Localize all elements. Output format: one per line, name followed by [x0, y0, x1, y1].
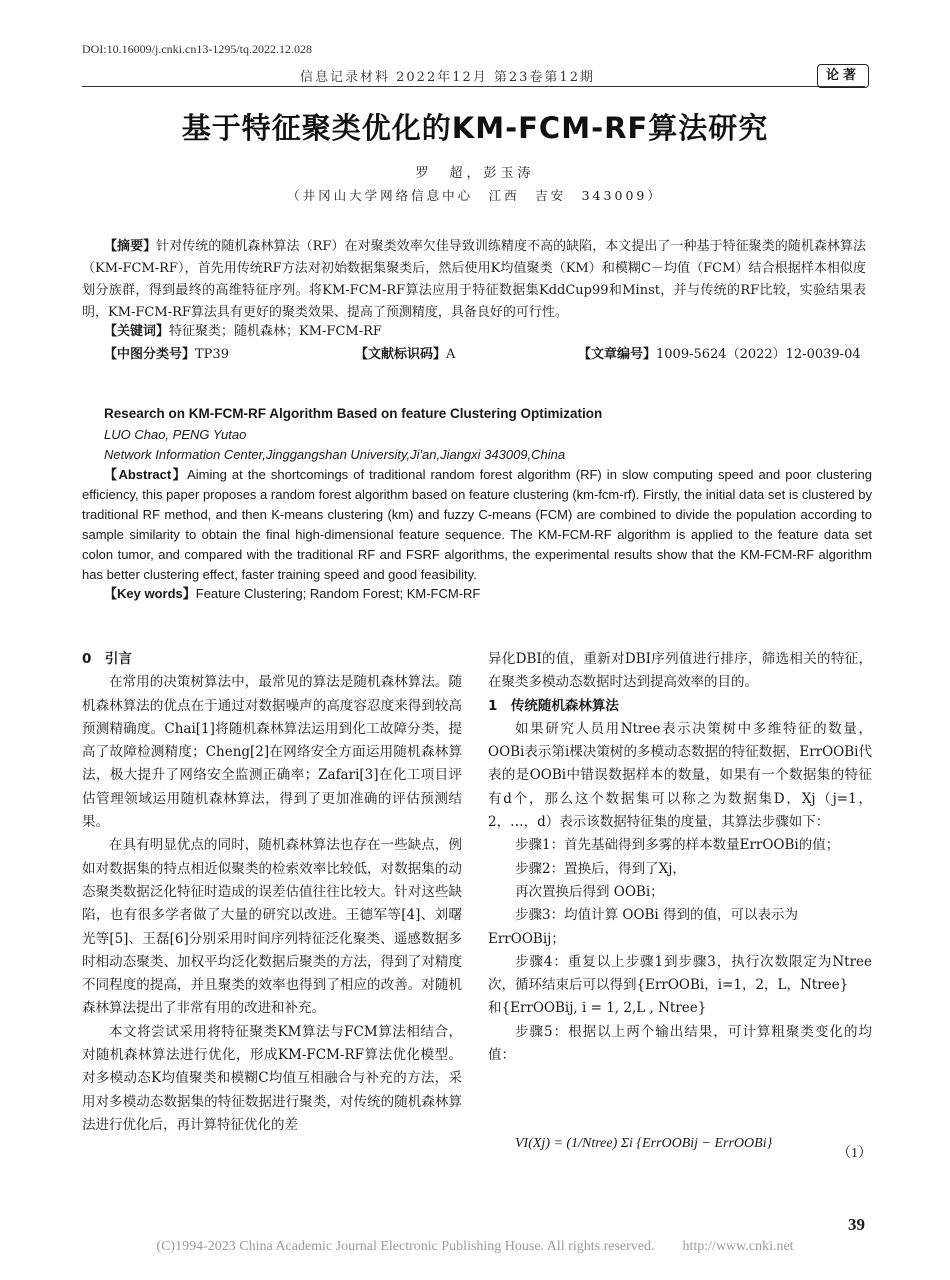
cn-doccode-value: A — [446, 347, 456, 362]
step-5: 步骤5：根据以上两个输出结果，可计算粗聚类变化的均值： — [488, 1023, 872, 1064]
paragraph: 本文将尝试采用将特征聚类KM算法与FCM算法相结合，对随机森林算法进行优化，形成KM-FCM-RF算法优化模型。对多模动态K均值聚类和模糊C均值互相融合与补充的方法，采用对多模动态数据集的特征数据进行聚类，对传统的随机森林算法进行优化后，再计算特征优化的差 — [82, 1023, 462, 1133]
en-keywords — [104, 584, 480, 604]
affiliation: （井冈山大学网络信息中心 江西 吉安 343009） — [287, 188, 663, 203]
en-keywords-text: Feature Clustering; Random Forest; KM-FCM-RF — [195, 586, 481, 601]
equation-number: （1） — [837, 1146, 872, 1161]
section-tag: 论著 — [817, 64, 869, 88]
paragraph: 在具有明显优点的同时，随机森林算法也存在一些缺点，例如对数据集的特点相近似聚类的检索效率比较低，对数据集的动态聚类数据泛化特征时造成的误差估值往往比较大。针对这些缺陷，也有很多学者做了大量的研究以改进。王德军等[4]、刘曙光等[5]、王磊[6]分别采用时间序列特征泛化聚类、遥感数据多时相动态聚类、加权平均泛化数据后聚类的方法，得到了对精度不同程度的提高，并且聚类的效率也得到了相应的改善。对随机森林算法提出了非常有用的改进和补充。 — [82, 837, 462, 1017]
equation-body: VI(Xj) = (1/Ntree) Σi {ErrOOBij − ErrOOBi} — [515, 1136, 773, 1151]
article-title: 基于特征聚类优化的KM-FCM-RF算法研究 — [181, 111, 769, 145]
authors: 罗 超，彭玉涛 — [415, 166, 535, 181]
equation-1 — [515, 1128, 872, 1178]
cn-class-value: TP39 — [195, 347, 229, 362]
cn-document-code — [355, 343, 455, 362]
left-column — [82, 648, 462, 1137]
copyright-notice: (C)1994-2023 China Academic Journal Electronic Publishing House. All rights reserved. http://www.cnki.net — [156, 1239, 794, 1254]
cn-artno-value: 1009-5624（2022）12-0039-04 — [656, 347, 861, 362]
step-3: 步骤3：均值计算 OOBi 得到的值，可以表示为 — [515, 907, 799, 924]
paragraph: 如果研究人员用Ntree表示决策树中多维特征的数量，OOBi表示第i棵决策树的多模动态数据的特征数据，ErrOOBi代表的是OOBi中错误数据样本的数量，如果有一个数据集的特征有d个，那么这个数据集可以称之为数据集D，Xj（j=1，2，…，d）表示该数据特征集的度量，其算法步骤如下： — [488, 720, 872, 831]
en-abstract-label: 【Abstract】 — [104, 467, 188, 482]
step-4: 步骤4：重复以上步骤1到步骤3，执行次数限定为Ntree次，循环结束后可以得到{ErrOOBi，i=1，2，L，Ntree} — [488, 953, 872, 994]
doi: DOI:10.16009/j.cnki.cn13-1295/tq.2022.12.028 — [82, 42, 312, 56]
step-2b: 再次置换后得到 OOBi； — [515, 883, 664, 900]
en-authors: LUO Chao, PENG Yutao — [104, 427, 247, 442]
right-column — [488, 648, 872, 1067]
cn-keywords — [104, 320, 382, 339]
en-title: Research on KM-FCM-RF Algorithm Based on feature Clustering Optimization — [104, 406, 603, 421]
header-rule — [82, 86, 865, 87]
cn-class-number — [104, 343, 229, 362]
cn-abstract-text: 针对传统的随机森林算法（RF）在对聚类效率欠佳导致训练精度不高的缺陷，本文提出了一种基于特征聚类的随机森林算法（KM-FCM-RF），首先用传统RF方法对初始数据集聚类后，然后使用K均值聚类（KM）和模糊C－均值（FCM）结合根据样本相似度划分族群，得到最终的高维特征序列。将KM-FCM-RF算法应用于特征数据集KddCup99和Minst，并与传统的RF比较，实验结果表明，KM-FCM-RF算法具有更好的聚类效果、提高了预测精度，具备良好的可行性。 — [82, 239, 866, 320]
paragraph: 在常用的决策树算法中，最常见的算法是随机森林算法。随机森林算法的优点在于通过对数据噪声的高度容忍度来得到较高预测精确度。Chai[1]将随机森林算法运用到化工故障分类，提高了故障检测精度；Cheng[2]在网络安全方面运用随机森林算法，极大提升了网络安全监测正确率；Zafari[3]在化工项目评估管理领域运用随机森林算法，得到了更加准确的评估预测结果。 — [82, 674, 462, 831]
cn-article-number — [578, 343, 861, 362]
cn-keywords-text: 特征聚类；随机森林；KM-FCM-RF — [169, 324, 382, 339]
cn-abstract-label: 【摘要】 — [104, 239, 157, 254]
journal-line: 信息记录材料 2022年12月 第23卷第12期 — [300, 70, 595, 85]
cn-doccode-label: 【文献标识码】 — [355, 347, 447, 362]
step-4b: 和{ErrOOBij, i = 1, 2,L , Ntree} — [488, 1000, 707, 1017]
cn-class-label: 【中图分类号】 — [104, 347, 196, 362]
section-heading-rf: 1 传统随机森林算法 — [488, 697, 619, 714]
en-affiliation: Network Information Center,Jinggangshan University,Ji'an,Jiangxi 343009,China — [104, 447, 566, 462]
en-keywords-label: 【Key words】 — [104, 586, 196, 601]
en-abstract-text: Aiming at the shortcomings of traditional random forest algorithm (RF) in slow computing speed and poor clustering efficiency, this paper proposes a random forest algorithm based on feature clustering (km-fcm-rf). Firstly, the initial data set is clustered by traditional RF method, and then K-means clustering (km) and fuzzy C-means (FCM) are combined to divide the population according to sample similarity to obtain the final high-dimensional feature sequence. The KM-FCM-RF algorithm is applied to the feature data set colon tumor, and compared with the traditional RF and FSRF algorithms, the experimental results show that the KM-FCM-RF algorithm has better clustering effect, faster training speed and good feasibility. — [82, 467, 872, 582]
cn-keywords-label: 【关键词】 — [104, 324, 170, 339]
cn-abstract — [82, 236, 866, 324]
section-heading-intro: 0 引言 — [82, 651, 132, 667]
page-number: 39 — [848, 1215, 865, 1234]
en-abstract — [82, 465, 872, 585]
step-1: 步骤1：首先基础得到多雾的样本数量ErrOOBi的值； — [515, 837, 840, 854]
step-3b: ErrOOBij； — [488, 930, 565, 947]
step-2: 步骤2：置换后，得到了Xj， — [515, 860, 686, 877]
paragraph: 异化DBI的值，重新对DBI序列值进行排序，筛选相关的特征，在聚类多模动态数据时达到提高效率的目的。 — [488, 651, 872, 691]
cn-artno-label: 【文章编号】 — [578, 347, 657, 362]
